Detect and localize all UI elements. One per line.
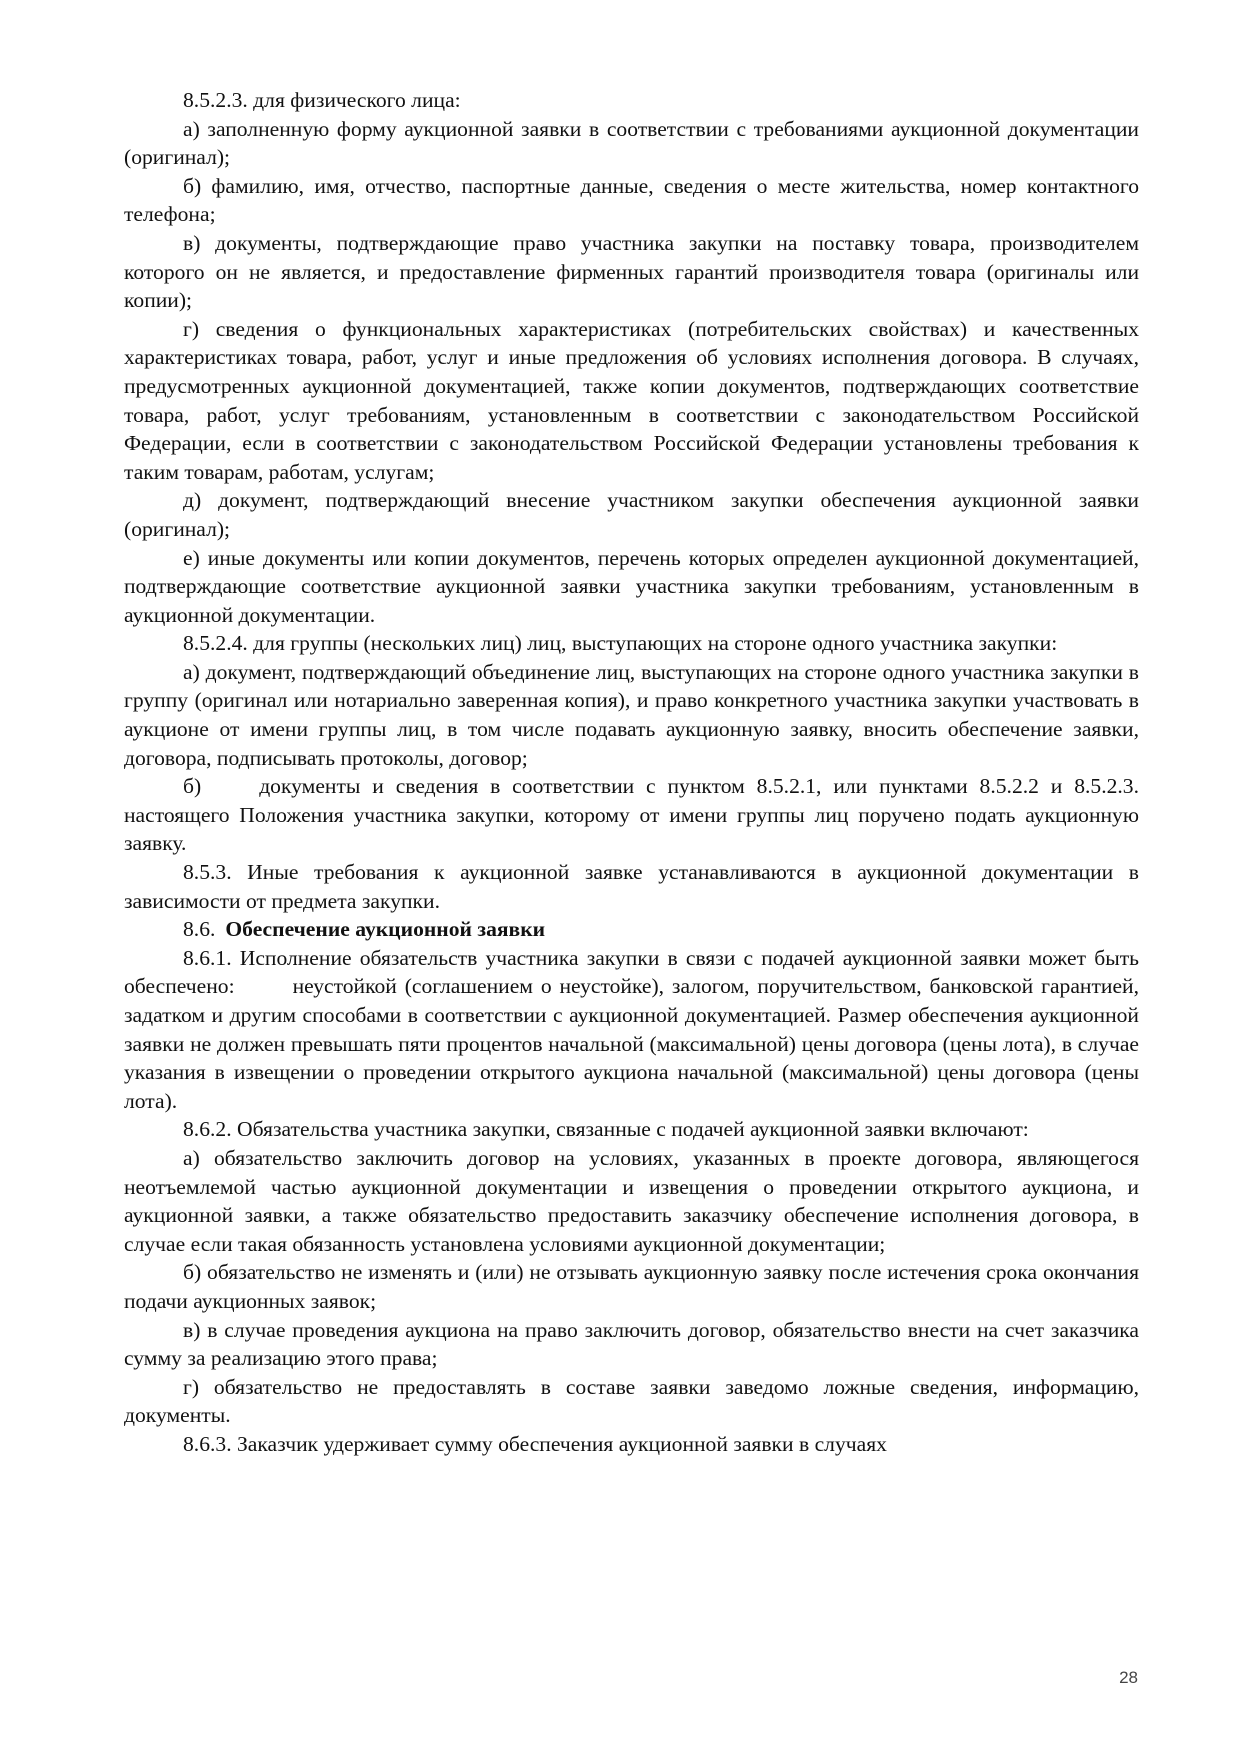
paragraph-8-5-2-3-g: г) сведения о функциональных характеристиках (потребительских свойствах) и качественных характеристиках товара, работ, услуг и иные предложения об условиях исполнения договора. В случаях, предусмотренных аукционной документацией, также копии документов, подтверждающих соответствие товара, работ, услуг требованиям, установленным в соответствии с законодательством Российской Федерации, если в соответствии с законодательством Российской Федерации установлены требования к таким товарам, работам, услугам; bbox=[124, 316, 1139, 484]
paragraph-8-5-2-4-b bbox=[124, 772, 1139, 858]
section-number: 8.6. bbox=[183, 917, 216, 942]
page-body bbox=[124, 86, 1139, 1459]
paragraph-8-5-2-3-v: в) документы, подтверждающие право участника закупки на поставку товара, производителем которого он не является, и предоставление фирменных гарантий производителя товара (оригиналы или копии); bbox=[124, 230, 1139, 313]
paragraph-text: документы и сведения в соответствии с пунктом 8.5.2.1, или пунктами 8.5.2.2 и 8.5.2.3. настоящего Положения участника закупки, которому от имени группы лиц поручено подать аукционную заявку. bbox=[124, 774, 1139, 856]
paragraph-8-5-2-3-e: е) иные документы или копии документов, перечень которых определен аукционной документацией, подтверждающие соответствие аукционной заявки участника закупки требованиям, установленным в аукционной документации. bbox=[124, 545, 1139, 627]
paragraph-8-6-1 bbox=[124, 944, 1139, 1116]
paragraph-8-6-2: 8.6.2. Обязательства участника закупки, связанные с подачей аукционной заявки включают: bbox=[183, 1117, 1029, 1142]
paragraph-8-5-2-3-a: а) заполненную форму аукционной заявки в соответствии с требованиями аукционной документации (оригинал); bbox=[124, 116, 1139, 170]
paragraph-8-6-2-b: б) обязательство не изменять и (или) не отзывать аукционную заявку после истечения срока окончания подачи аукционных заявок; bbox=[124, 1260, 1139, 1313]
page-number: 28 bbox=[1119, 1668, 1138, 1687]
paragraph-8-5-2-3-b: б) фамилию, имя, отчество, паспортные данные, сведения о месте жительства, номер контактного телефона; bbox=[124, 173, 1139, 227]
section-heading-8-6 bbox=[124, 915, 1139, 944]
section-title: Обеспечение аукционной заявки bbox=[225, 917, 546, 942]
paragraph-text: 8.6.1. Исполнение обязательств участника закупки в связи с подачей аукционной заявки может быть обеспечено: bbox=[124, 945, 1139, 999]
paragraph-8-5-2-4-a: а) документ, подтверждающий объединение лиц, выступающих на стороне одного участника закупки в группу (оригинал или нотариально заверенная копия), и право конкретного участника закупки участвовать в аукционе от имени группы лиц, в том числе подавать аукционную заявку, вносить обеспечение заявки, договора, подписывать протоколы, договор; bbox=[124, 659, 1139, 770]
paragraph-8-6-2-g: г) обязательство не предоставлять в составе заявки заведомо ложные сведения, информацию, документы. bbox=[124, 1374, 1139, 1428]
paragraph-8-6-3: 8.6.3. Заказчик удерживает сумму обеспечения аукционной заявки в случаях bbox=[183, 1431, 887, 1456]
paragraph-8-5-2-4: 8.5.2.4. для группы (нескольких лиц) лиц, выступающих на стороне одного участника закупки: bbox=[183, 631, 1058, 656]
paragraph-8-5-2-3-d: д) документ, подтверждающий внесение участником закупки обеспечения аукционной заявки (оригинал); bbox=[124, 488, 1139, 541]
paragraph-8-5-2-3: 8.5.2.3. для физического лица: bbox=[183, 88, 461, 112]
paragraph-8-6-2-a: а) обязательство заключить договор на условиях, указанных в проекте договора, являющегося неотъемлемой частью аукционной документации и извещения о проведении открытого аукциона, и аукционной заявки, а также обязательство предоставить заказчику обеспечение исполнения договора, в случае если такая обязанность установлена условиями аукционной документации; bbox=[124, 1145, 1139, 1256]
paragraph-8-6-2-v: в) в случае проведения аукциона на право заключить договор, обязательство внести на счет заказчика сумму за реализацию этого права; bbox=[124, 1317, 1139, 1371]
paragraph-text-continued: неустойкой (соглашением о неустойке), залогом, поручительством, банковской гарантией, задатком и другим способами в соответствии с аукционной документацией. Размер обеспечения аукционной заявки не должен превышать пяти процентов начальной (максимальной) цены договора (цены лота), в случае указания в извещении о проведении открытого аукциона начальной (максимальной) цены договора (цены лота). bbox=[124, 974, 1139, 1113]
list-marker: б) bbox=[183, 774, 202, 799]
paragraph-8-5-3: 8.5.3. Иные требования к аукционной заявке устанавливаются в аукционной документации в зависимости от предмета закупки. bbox=[124, 860, 1139, 913]
